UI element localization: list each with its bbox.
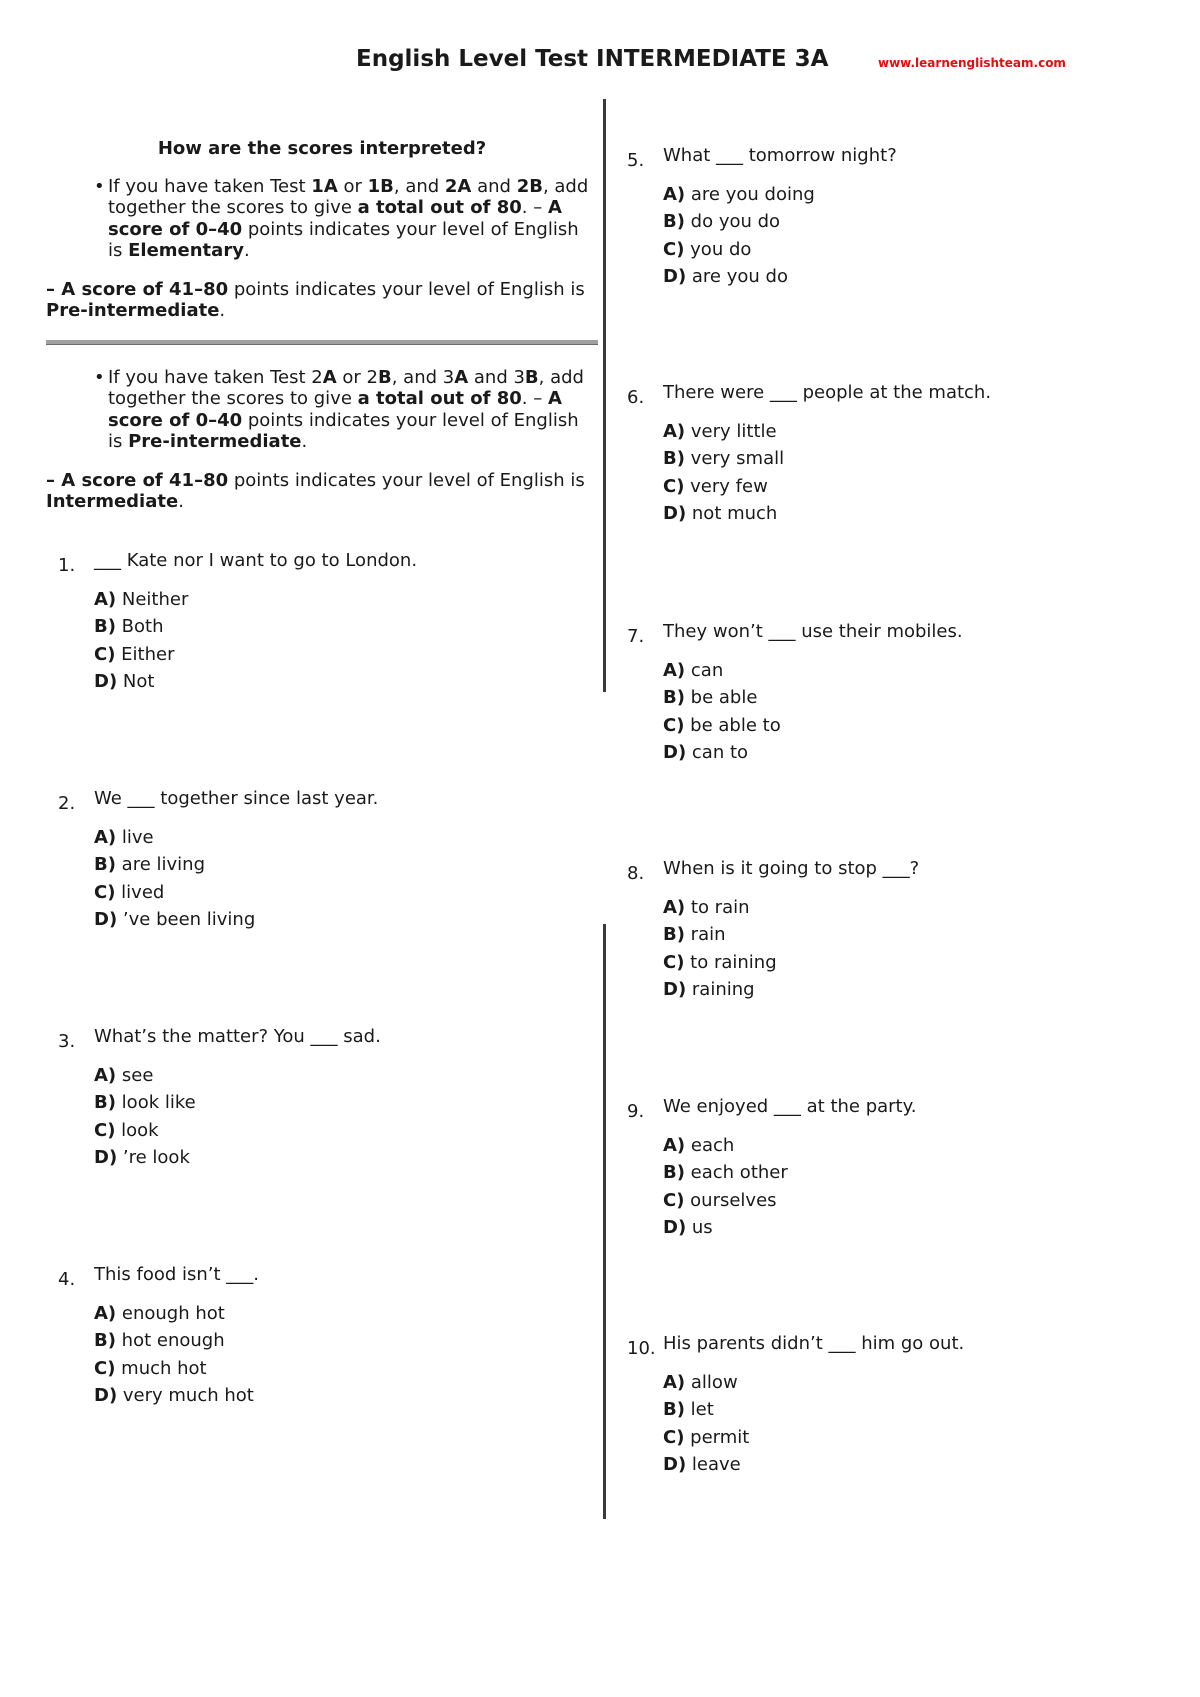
question-text: We enjoyed ___ at the party. <box>663 1096 917 1117</box>
question-text: There were ___ people at the match. <box>663 382 992 403</box>
option-b[interactable]: B) rain <box>663 924 726 946</box>
option-a[interactable]: A) enough hot <box>94 1303 225 1324</box>
question-number: 1. <box>58 555 76 576</box>
question-number: 9. <box>627 1101 645 1122</box>
question-text: We ___ together since last year. <box>94 788 379 809</box>
option-d[interactable]: D) us <box>663 1216 713 1238</box>
options-list <box>94 824 518 933</box>
question-text: What’s the matter? You ___ sad. <box>94 1026 381 1047</box>
options-list <box>663 894 1087 1003</box>
option-c[interactable]: C) very few <box>663 475 768 497</box>
option-a[interactable]: A) to rain <box>663 897 750 918</box>
options-list <box>663 418 1087 527</box>
question-6 <box>627 381 1087 527</box>
score-interpretation <box>46 138 598 513</box>
option-a[interactable]: A) are you doing <box>663 184 815 205</box>
page-header <box>0 46 1200 86</box>
question-3 <box>58 1025 518 1171</box>
question-text: ___ Kate nor I want to go to London. <box>94 550 418 571</box>
option-a[interactable]: A) allow <box>663 1372 738 1393</box>
option-b[interactable]: B) are living <box>94 854 205 876</box>
option-a[interactable]: A) see <box>94 1065 154 1086</box>
question-number: 7. <box>627 626 645 647</box>
question-10 <box>627 1332 1087 1478</box>
option-b[interactable]: B) hot enough <box>94 1330 225 1352</box>
question-2 <box>58 787 518 933</box>
question-number: 10. <box>627 1338 656 1359</box>
options-list <box>94 1300 518 1409</box>
question-text: What ___ tomorrow night? <box>663 145 897 166</box>
option-c[interactable]: C) permit <box>663 1426 750 1448</box>
bullet-icon: • <box>94 175 105 197</box>
question-number: 8. <box>627 863 645 884</box>
question-9 <box>627 1095 1087 1241</box>
question-number: 2. <box>58 793 76 814</box>
bullet-icon: • <box>94 366 105 388</box>
option-b[interactable]: B) each other <box>663 1162 788 1184</box>
option-c[interactable]: C) to raining <box>663 951 777 973</box>
options-list <box>663 1132 1087 1241</box>
option-d[interactable]: D) are you do <box>663 265 788 287</box>
option-d[interactable]: D) Not <box>94 670 155 692</box>
option-d[interactable]: D) ’re look <box>94 1146 190 1168</box>
website-link[interactable]: www.learnenglishteam.com <box>878 56 1066 70</box>
option-a[interactable]: A) very little <box>663 421 777 442</box>
option-a[interactable]: A) each <box>663 1135 735 1156</box>
question-7 <box>627 620 1087 766</box>
option-c[interactable]: C) look <box>94 1119 159 1141</box>
option-b[interactable]: B) do you do <box>663 211 781 233</box>
option-c[interactable]: C) be able to <box>663 714 781 736</box>
section-divider <box>46 340 598 345</box>
option-a[interactable]: A) live <box>94 827 154 848</box>
score-note-1: – A score of 41–80 points indicates your level of English is Pre-intermediate. <box>46 278 585 321</box>
option-d[interactable]: D) raining <box>663 978 755 1000</box>
option-c[interactable]: C) lived <box>94 881 165 903</box>
option-d[interactable]: D) ’ve been living <box>94 908 256 930</box>
score-heading: How are the scores interpreted? <box>157 138 487 159</box>
option-a[interactable]: A) can <box>663 660 724 681</box>
option-b[interactable]: B) very small <box>663 448 785 470</box>
question-5 <box>627 144 1087 290</box>
option-c[interactable]: C) Either <box>94 643 175 665</box>
question-8 <box>627 857 1087 1003</box>
question-number: 5. <box>627 150 645 171</box>
question-text: They won’t ___ use their mobiles. <box>663 621 963 642</box>
option-d[interactable]: D) leave <box>663 1453 741 1475</box>
options-list <box>663 1369 1087 1478</box>
option-b[interactable]: B) be able <box>663 687 758 709</box>
options-list <box>94 586 518 695</box>
question-text: His parents didn’t ___ him go out. <box>663 1333 965 1354</box>
question-4 <box>58 1263 518 1409</box>
option-d[interactable]: D) very much hot <box>94 1384 254 1406</box>
option-b[interactable]: B) let <box>663 1399 714 1421</box>
question-number: 6. <box>627 387 645 408</box>
option-c[interactable]: C) ourselves <box>663 1189 777 1211</box>
question-text: This food isn’t ___. <box>94 1264 260 1285</box>
question-1 <box>58 549 518 695</box>
column-divider-bottom <box>603 924 606 1519</box>
score-note-2: – A score of 41–80 points indicates your level of English is Intermediate. <box>46 469 585 512</box>
options-list <box>94 1062 518 1171</box>
page-title: English Level Test INTERMEDIATE 3A <box>356 46 829 72</box>
score-bullet-2: • If you have taken Test 2A or 2B, and 3A and 3B, add together the scores to give a total out of 80. – A score of 0–40 points indicates your level of English is Pre-intermediate. <box>94 366 584 452</box>
question-number: 4. <box>58 1269 76 1290</box>
option-d[interactable]: D) can to <box>663 741 749 763</box>
score-bullet-1: • If you have taken Test 1A or 1B, and 2A and 2B, add together the scores to give a total out of 80. – A score of 0–40 points indicates your level of English is Elementary. <box>94 175 589 261</box>
options-list <box>663 181 1087 290</box>
option-b[interactable]: B) look like <box>94 1092 196 1114</box>
question-text: When is it going to stop ___? <box>663 858 920 879</box>
option-c[interactable]: C) much hot <box>94 1357 207 1379</box>
question-number: 3. <box>58 1031 76 1052</box>
options-list <box>663 657 1087 766</box>
option-c[interactable]: C) you do <box>663 238 752 260</box>
column-divider-top <box>603 99 606 692</box>
option-d[interactable]: D) not much <box>663 502 778 524</box>
option-b[interactable]: B) Both <box>94 616 164 638</box>
option-a[interactable]: A) Neither <box>94 589 189 610</box>
